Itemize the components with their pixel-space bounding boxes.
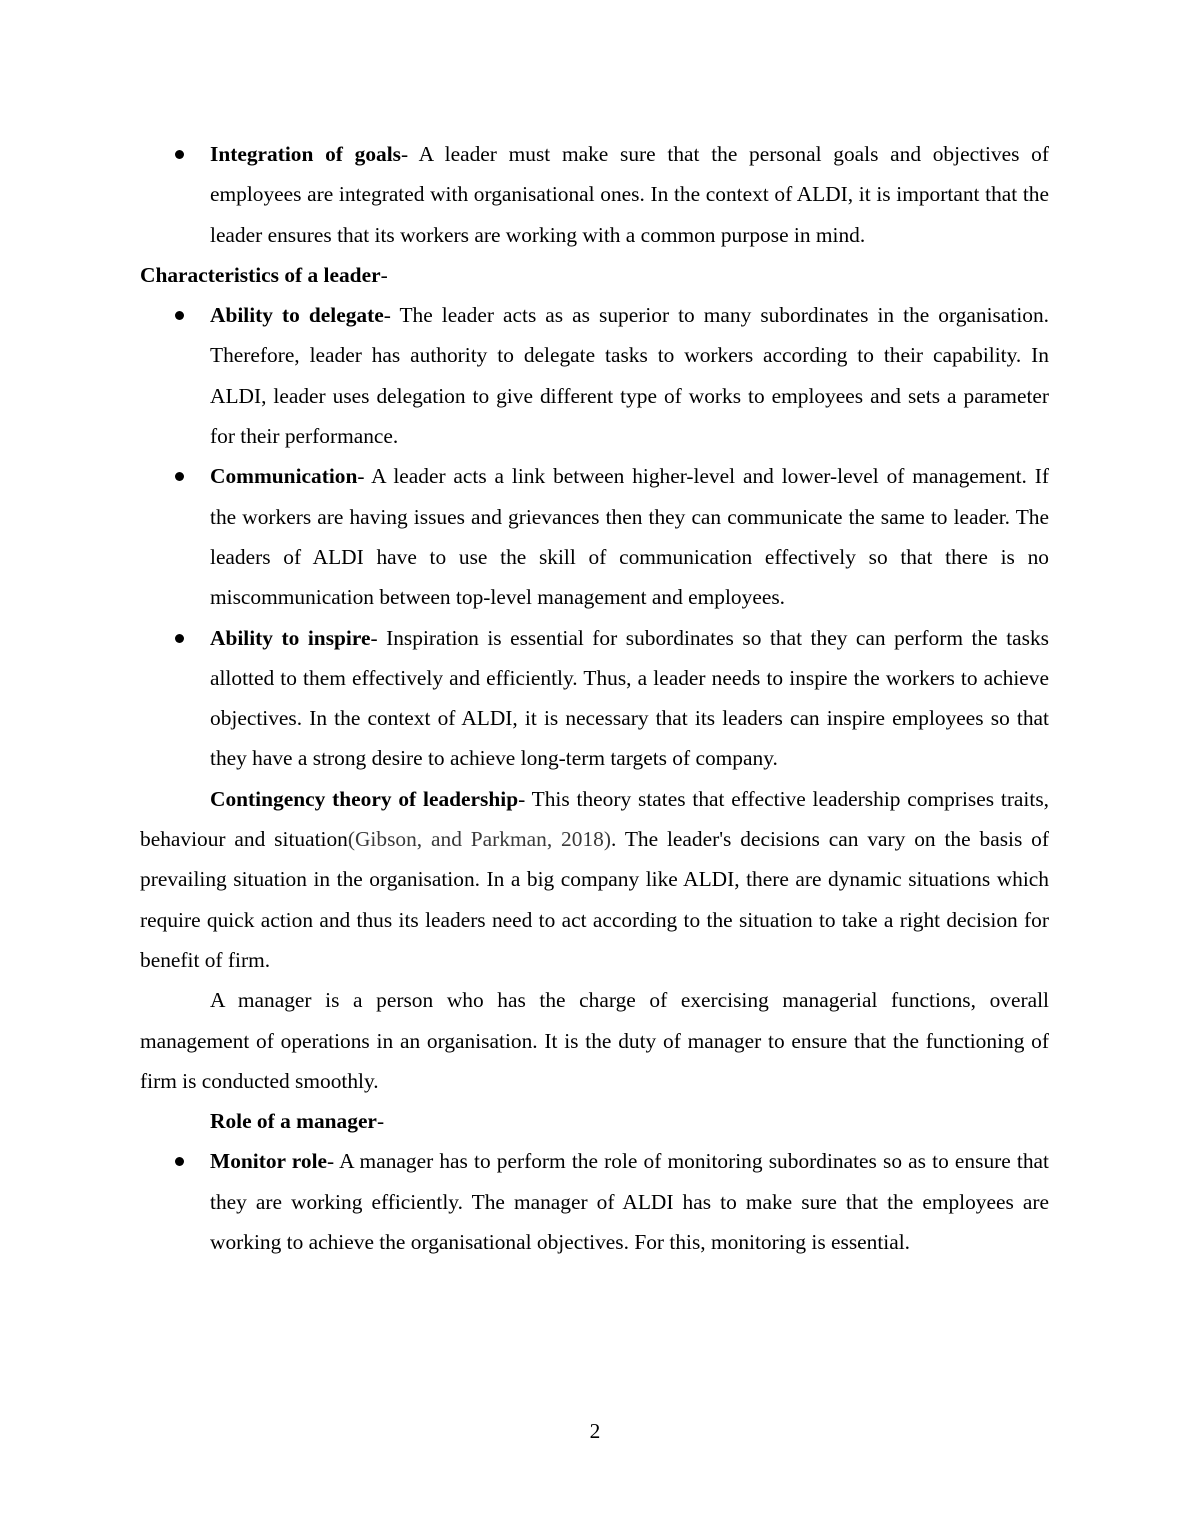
bullet-icon — [175, 472, 184, 481]
list-item — [140, 618, 1049, 779]
section-heading: Role of a manager- — [210, 1109, 385, 1134]
item-text: - A leader acts a link between higher-level and lower-level of management. If the workers are having issues and grievances then they can communicate the same to leader. The leaders of ALDI have to use the skill of communication effectively so that there is no miscommunication between top-level management and employees. — [210, 464, 1049, 610]
manager-role-bullet-list — [140, 1141, 1049, 1262]
bullet-icon — [175, 1157, 184, 1166]
list-item — [140, 295, 1049, 456]
page-number: 2 — [589, 1419, 601, 1443]
contingency-paragraph: Contingency theory of leadership- This theory states that effective leadership comprises traits, behaviour and situation(Gibson, and Parkman, 2018). The leader's decisions can vary on the basis of prevailing situation in the organisation. In a big company like ALDI, there are dynamic situations which require quick action and thus its leaders need to act according to the situation to take a right decision for benefit of firm. — [140, 786, 1049, 972]
item-title: Communication — [210, 464, 358, 489]
goals-bullet-list — [140, 134, 1049, 255]
characteristics-heading: Characteristics of a leader — [140, 262, 381, 287]
list-item — [140, 134, 1049, 255]
citation: (Gibson, and Parkman, 2018) — [347, 827, 611, 852]
item-title: Monitor role — [210, 1149, 328, 1174]
item-title: Integration of goals — [210, 142, 402, 166]
item-text: - A leader must make sure that the personal goals and objectives of employees are integrated with organisational ones. In the context of ALDI, it is important that the leader ensures that its workers are working with a common purpose in mind. — [210, 142, 1050, 247]
page-body — [140, 134, 1049, 1262]
item-text: - The leader acts as as superior to many subordinates in the organisation. Therefore, leader has authority to delegate tasks to workers according to their capability. In ALDI, leader uses delegation to give different type of works to employees and sets a parameter for their performance. — [210, 303, 1049, 449]
manager-paragraph: A manager is a person who has the charge of exercising managerial functions, overall management of operations in an organisation. It is the duty of manager to ensure that the functioning of firm is conducted smoothly. — [140, 988, 1049, 1093]
bullet-icon — [175, 634, 184, 643]
item-text: - Inspiration is essential for subordinates so that they can perform the tasks allotted to them effectively and efficiently. Thus, a leader needs to inspire the workers to achieve objectives. In the context of ALDI, it is necessary that its leaders can inspire employees so that they have a strong desire to achieve long-term targets of company. — [210, 625, 1049, 771]
bullet-icon — [175, 311, 184, 320]
manager-role-heading: Role of a manager — [210, 1109, 377, 1134]
item-text: - A manager has to perform the role of monitoring subordinates so as to ensure that they are working efficiently. The manager of ALDI has to make sure that the employees are working to achieve the organisational objectives. For this, monitoring is essential. — [210, 1149, 1049, 1255]
section-heading: Characteristics of a leader- — [140, 262, 388, 287]
item-title: Ability to delegate — [210, 303, 384, 328]
bullet-icon — [175, 150, 184, 159]
item-title: Ability to inspire — [210, 625, 371, 650]
list-item — [140, 456, 1049, 617]
list-item — [140, 1141, 1049, 1262]
contingency-title: Contingency theory of leadership — [210, 786, 519, 811]
characteristics-bullet-list — [140, 295, 1049, 779]
